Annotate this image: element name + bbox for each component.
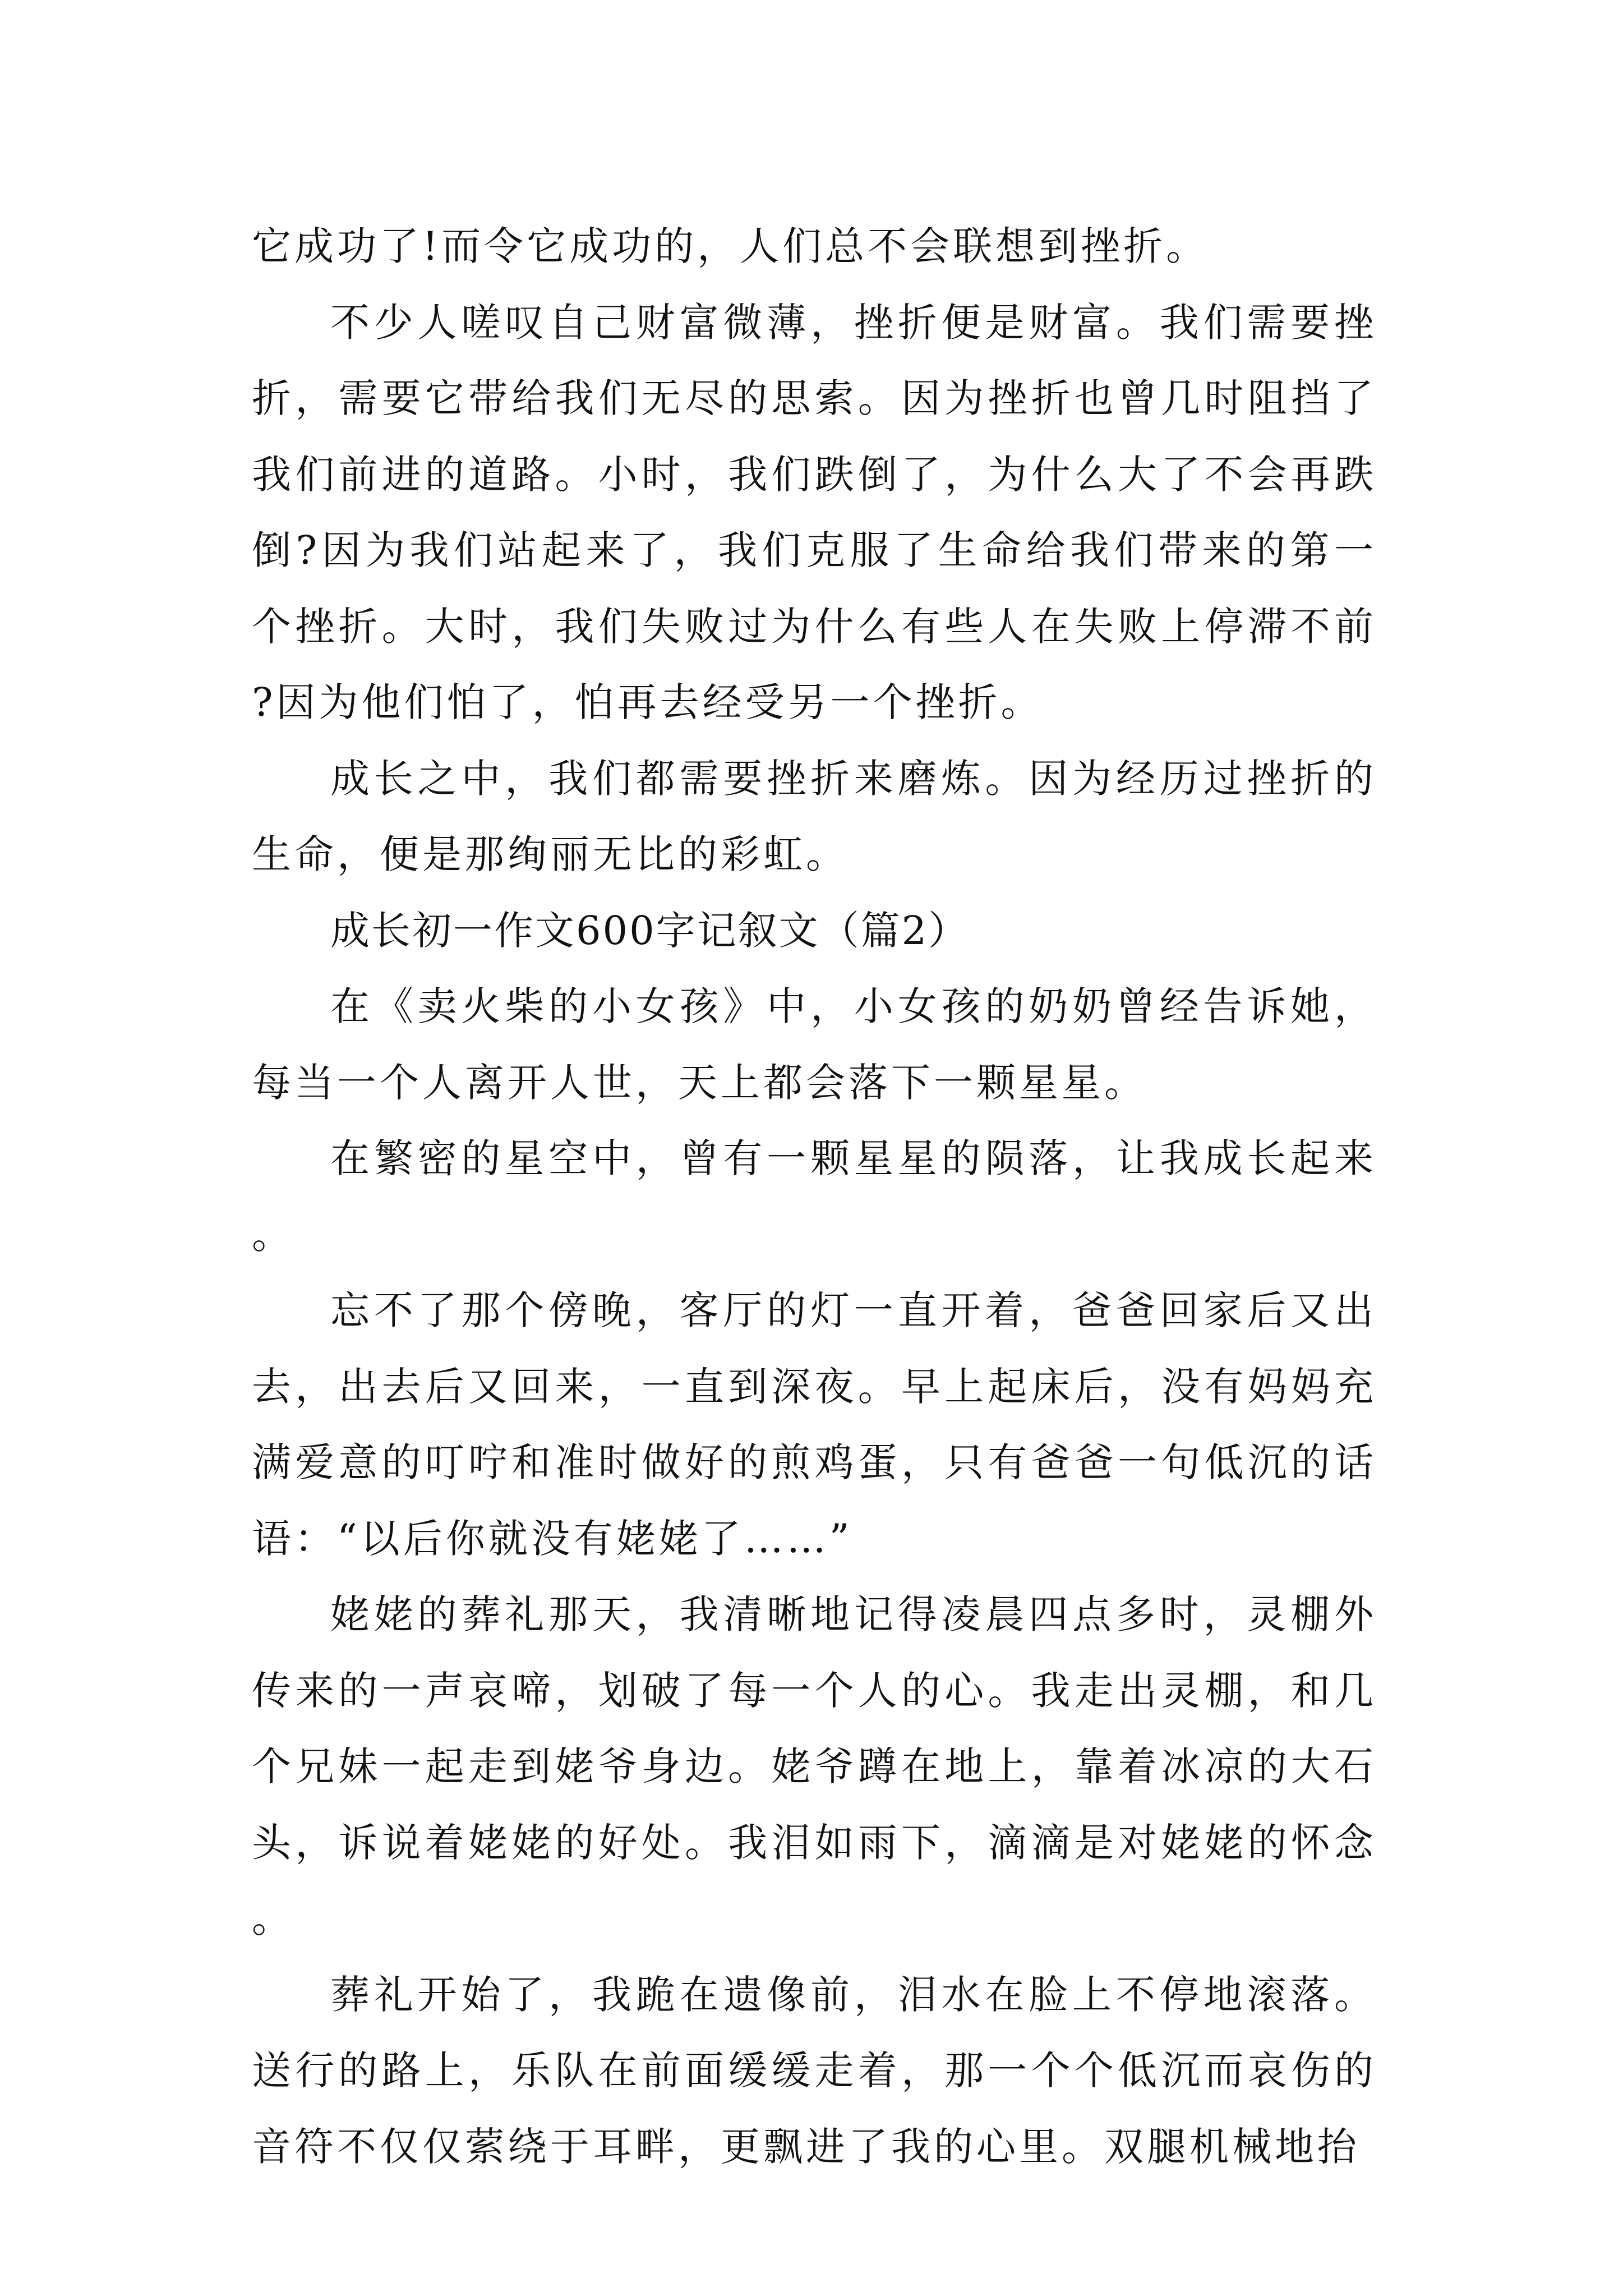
paragraph-7: 姥姥的葬礼那天，我清晰地记得凌晨四点多时，灵棚外传来的一声哀啼，划破了每一个人的心。我走出灵棚，和几个兄妹一起走到姥爷身边。姥爷蹲在地上，靠着冰凉的大石头，诉说着姥姥的好处。我泪如雨下，滴滴是对姥姥的怀念。	[252, 1591, 1377, 1941]
section-heading: 成长初一作文600字记叙文（篇2）	[330, 907, 970, 954]
paragraph-8: 葬礼开始了，我跪在遗像前，泪水在脸上不停地滚落。送行的路上，乐队在前面缓缓走着，那一个个低沉而哀伤的音符不仅仅萦绕于耳畔，更飘进了我的心里。双腿机械地抬	[252, 1971, 1377, 2170]
paragraph-2: 不少人嗟叹自己财富微薄，挫折便是财富。我们需要挫折，需要它带给我们无尽的思索。因为挫折也曾几时阻挡了我们前进的道路。小时，我们跌倒了，为什么大了不会再跌倒?因为我们站起来了，我们克服了生命给我们带来的第一个挫折。大时，我们失败过为什么有些人在失败上停滞不前?因为他们怕了，怕再去经受另一个挫折。	[252, 299, 1377, 725]
paragraph-3: 成长之中，我们都需要挫折来磨炼。因为经历过挫折的生命，便是那绚丽无比的彩虹。	[252, 755, 1377, 877]
paragraph-5: 在繁密的星空中，曾有一颗星星的陨落，让我成长起来。	[252, 1135, 1377, 1258]
paragraph-4: 在《卖火柴的小女孩》中，小女孩的奶奶曾经告诉她，每当一个人离开人世，天上都会落下一颗星星。	[252, 983, 1377, 1106]
paragraph-6: 忘不了那个傍晚，客厅的灯一直开着，爸爸回家后又出去，出去后又回来，一直到深夜。早上起床后，没有妈妈充满爱意的叮咛和准时做好的煎鸡蛋，只有爸爸一句低沉的话语：“以后你就没有姥姥了……”	[252, 1287, 1377, 1562]
paragraph-1: 它成功了!而令它成功的，人们总不会联想到挫折。	[252, 223, 1209, 269]
document-body	[252, 209, 1377, 2185]
